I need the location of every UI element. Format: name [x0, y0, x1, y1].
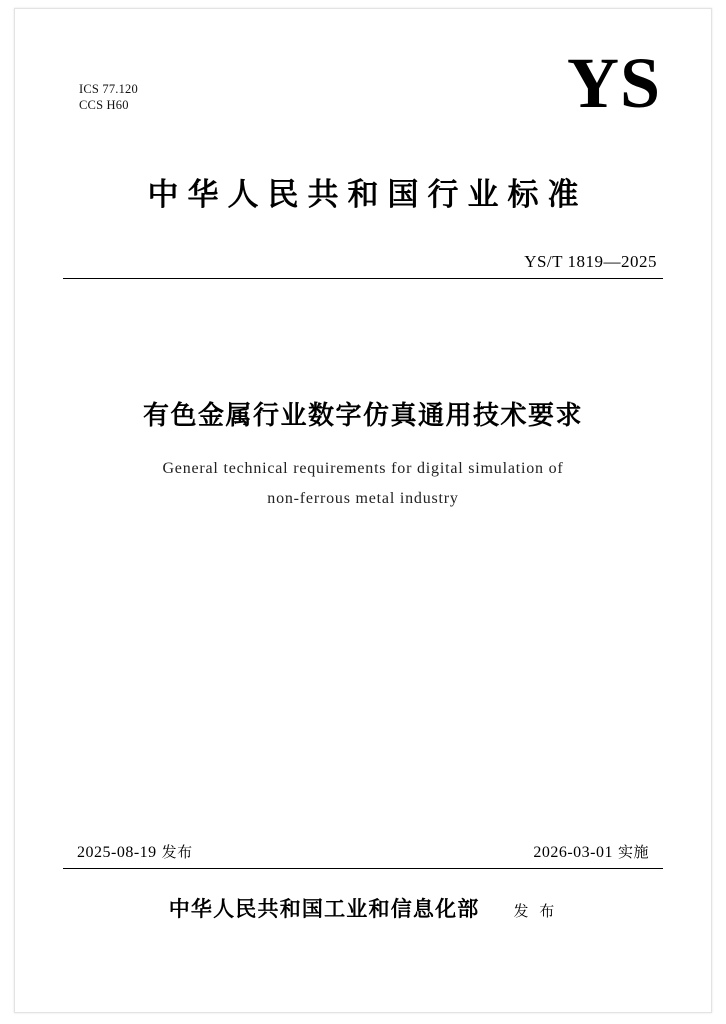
implement-label: 实施 [617, 843, 649, 861]
cover-content [63, 45, 663, 975]
title-chinese: 有色金属行业数字仿真通用技术要求 [142, 401, 583, 431]
release-date: 2025-08-19 [77, 844, 157, 861]
issuer-name: 中华人民共和国工业和信息化部 [168, 897, 480, 921]
standard-number-row [63, 252, 663, 272]
header-divider [63, 278, 663, 279]
date-row [63, 841, 663, 868]
cover-header [63, 45, 663, 153]
issuer-row [63, 893, 663, 923]
implement-date-item [533, 841, 649, 862]
implement-date: 2026-03-01 [533, 844, 613, 861]
title-english-line2: non-ferrous metal industry [267, 490, 459, 507]
ys-logo: YS [566, 43, 661, 123]
cover-footer [63, 841, 663, 923]
footer-divider [63, 868, 663, 869]
ccs-code: CCS H60 [79, 98, 129, 112]
ics-code: ICS 77.120 [79, 82, 138, 96]
standard-cover-sheet [14, 8, 712, 1013]
classification-block [79, 81, 138, 113]
standard-number: YS/T 1819—2025 [524, 252, 657, 271]
title-english-line1: General technical requirements for digital simulation of [162, 460, 564, 477]
title-english [63, 454, 663, 514]
release-label: 发布 [161, 843, 193, 861]
release-date-item [77, 841, 193, 862]
issue-verb: 发 布 [513, 902, 558, 920]
standard-series-title: 中华人民共和国行业标准 [147, 177, 588, 213]
